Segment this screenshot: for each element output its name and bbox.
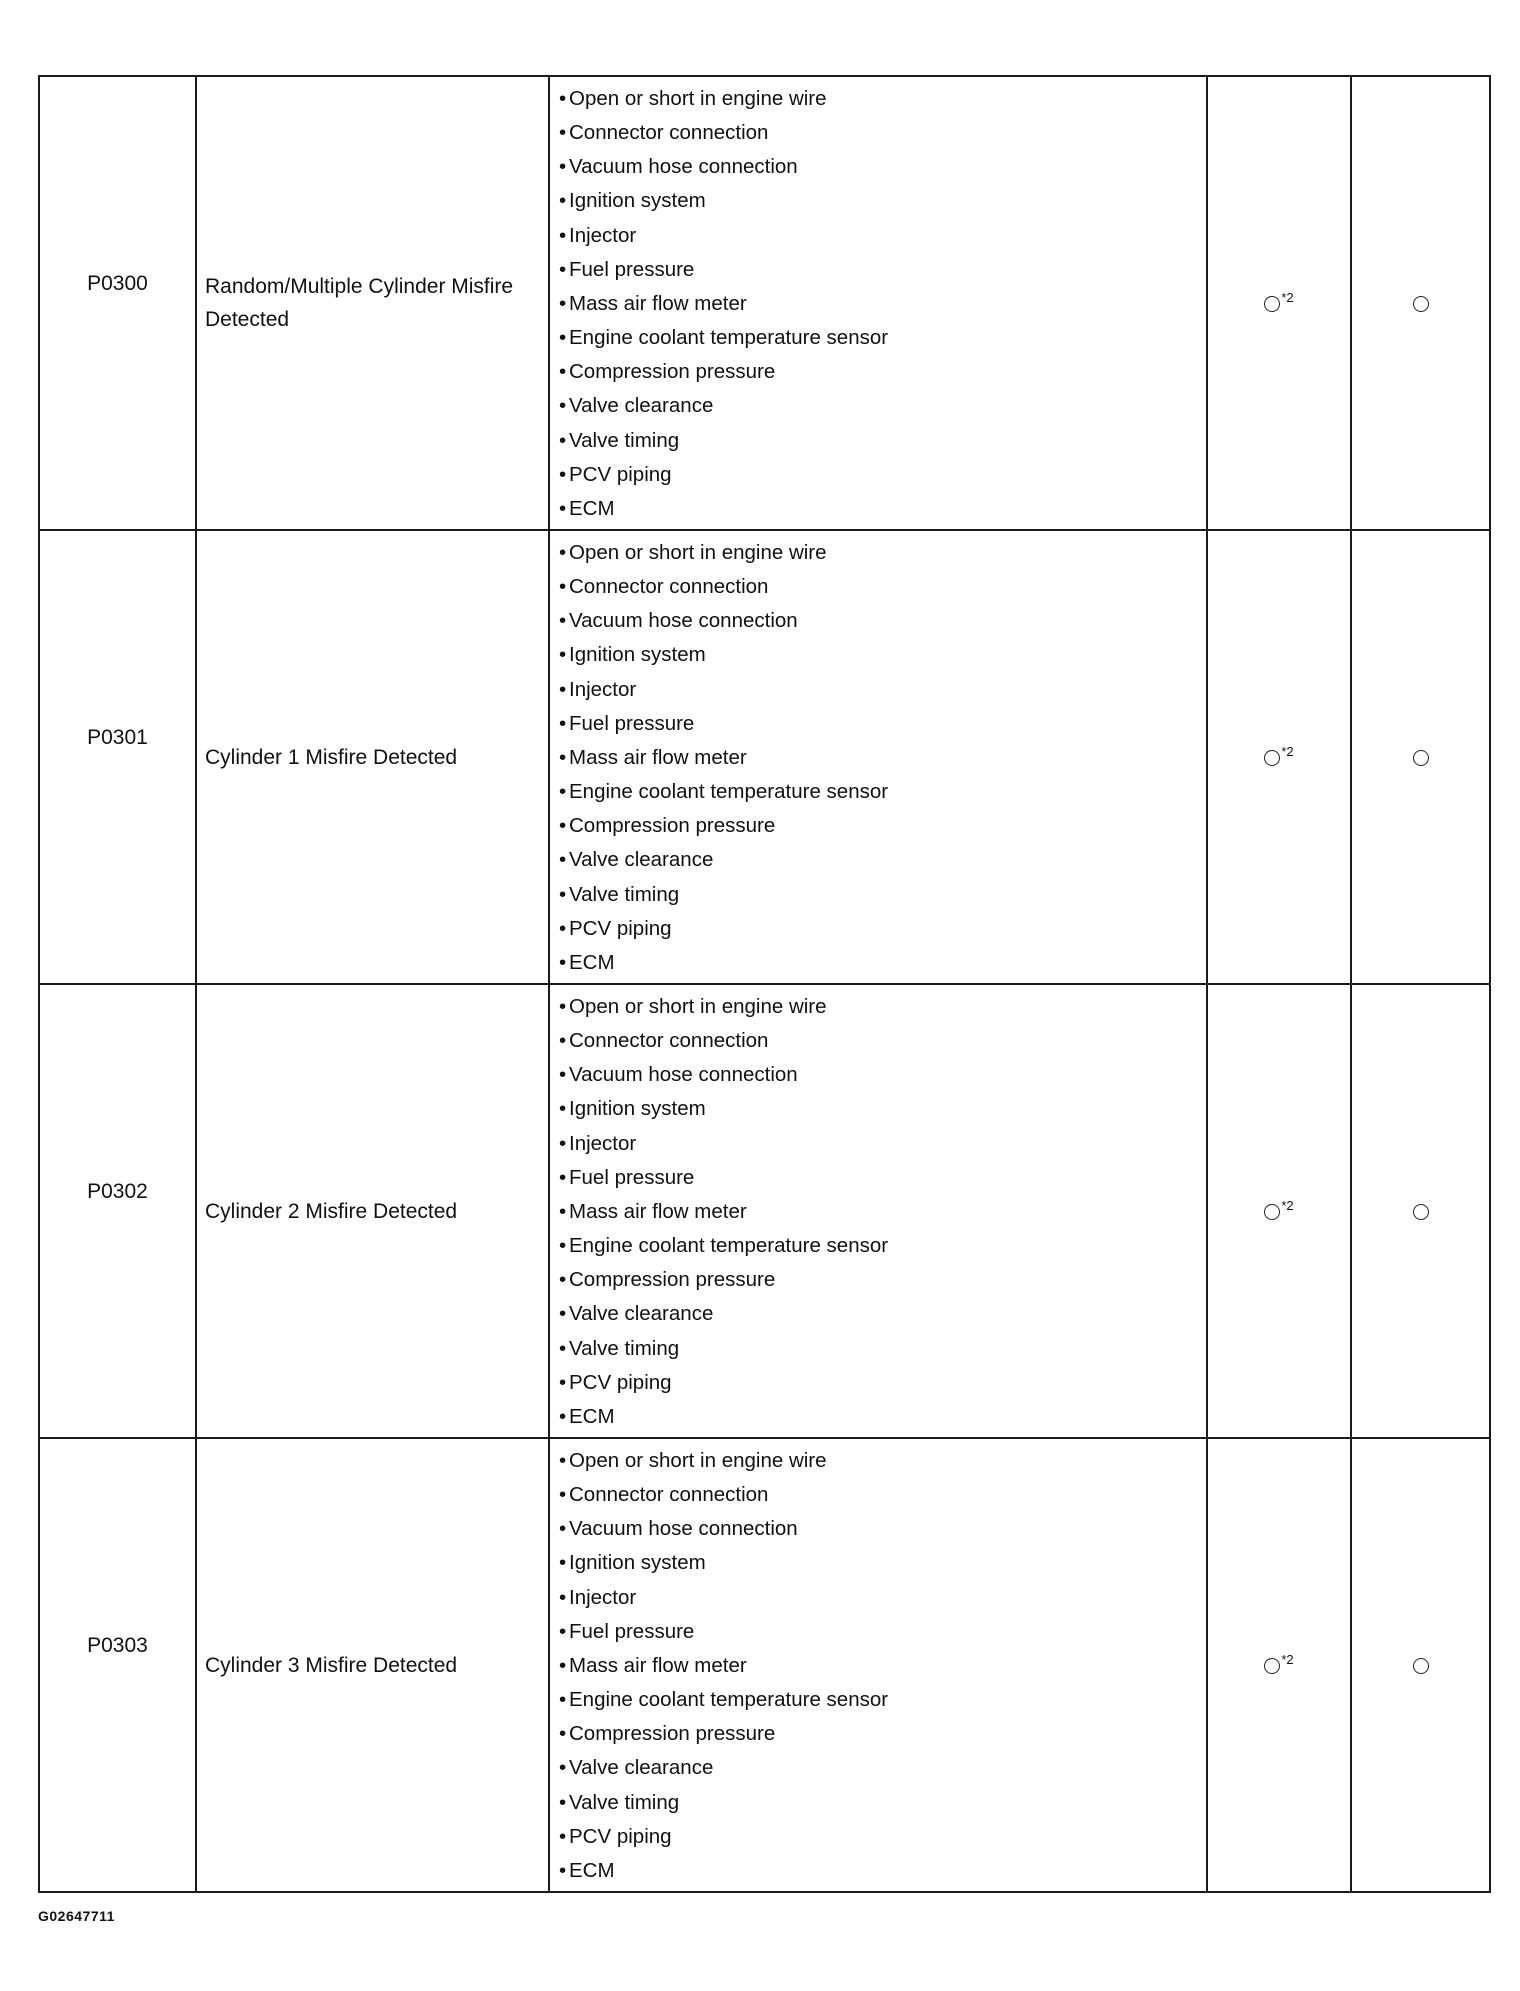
trouble-area-text: PCV piping	[569, 1370, 672, 1394]
bullet-icon: •	[559, 257, 567, 281]
bullet-icon: •	[559, 1824, 567, 1848]
bullet-icon: •	[559, 1302, 567, 1326]
circle-icon	[1413, 296, 1429, 312]
bullet-icon: •	[559, 1097, 567, 1121]
memory-cell	[1351, 530, 1490, 984]
dtc-code-cell	[39, 530, 196, 984]
bullet-icon: •	[559, 1859, 567, 1883]
trouble-area-cell	[549, 1438, 1207, 1892]
list-item	[559, 1683, 1206, 1717]
list-item	[559, 287, 1206, 321]
list-item	[559, 253, 1206, 287]
list-item	[559, 1546, 1206, 1580]
trouble-area-text: Connector connection	[569, 1028, 769, 1052]
note-reference: *2	[1281, 1198, 1294, 1213]
list-item	[559, 1581, 1206, 1615]
list-item	[559, 707, 1206, 741]
bullet-icon: •	[559, 882, 567, 906]
list-item	[559, 424, 1206, 458]
table-row	[39, 76, 1490, 530]
trouble-area-text: Engine coolant temperature sensor	[569, 780, 889, 804]
trouble-area-text: Injector	[569, 1131, 637, 1155]
list-item	[559, 843, 1206, 877]
bullet-icon: •	[559, 394, 567, 418]
trouble-area-text: Connector connection	[569, 1482, 769, 1506]
bullet-icon: •	[559, 1370, 567, 1394]
mil-cell	[1207, 1438, 1351, 1892]
list-item	[559, 219, 1206, 253]
trouble-area-text: Vacuum hose connection	[569, 155, 798, 179]
list-item	[559, 536, 1206, 570]
bullet-icon: •	[559, 86, 567, 110]
dtc-code-cell	[39, 1438, 196, 1892]
trouble-area-text: Mass air flow meter	[569, 1653, 747, 1677]
bullet-icon: •	[559, 848, 567, 872]
detection-item: Cylinder 2 Misfire Detected	[196, 984, 549, 1438]
trouble-area-text: Ignition system	[569, 1097, 706, 1121]
list-item	[559, 492, 1206, 526]
circle-icon	[1264, 750, 1280, 766]
list-item	[559, 604, 1206, 638]
circle-icon	[1264, 296, 1280, 312]
list-item	[559, 775, 1206, 809]
bullet-icon: •	[559, 155, 567, 179]
trouble-area-text: Fuel pressure	[569, 1165, 695, 1189]
list-item	[559, 990, 1206, 1024]
trouble-area-text: Valve clearance	[569, 1302, 714, 1326]
trouble-area-list	[550, 534, 1206, 980]
bullet-icon: •	[559, 291, 567, 315]
trouble-area-text: Engine coolant temperature sensor	[569, 1688, 889, 1712]
trouble-area-text: ECM	[569, 1405, 615, 1429]
list-item	[559, 946, 1206, 980]
trouble-area-text: Open or short in engine wire	[569, 86, 827, 110]
table-row	[39, 984, 1490, 1438]
trouble-area-text: Valve clearance	[569, 1756, 714, 1780]
trouble-area-text: Compression pressure	[569, 1722, 776, 1746]
bullet-icon: •	[559, 1790, 567, 1814]
list-item	[559, 673, 1206, 707]
bullet-icon: •	[559, 916, 567, 940]
circle-icon	[1264, 1658, 1280, 1674]
bullet-icon: •	[559, 1199, 567, 1223]
trouble-area-text: Vacuum hose connection	[569, 1517, 798, 1541]
trouble-area-list	[550, 80, 1206, 526]
circle-icon	[1413, 1204, 1429, 1220]
bullet-icon: •	[559, 711, 567, 735]
list-item	[559, 1024, 1206, 1058]
list-item	[559, 1161, 1206, 1195]
bullet-icon: •	[559, 814, 567, 838]
trouble-area-text: Fuel pressure	[569, 711, 695, 735]
bullet-icon: •	[559, 574, 567, 598]
bullet-icon: •	[559, 677, 567, 701]
memory-cell	[1351, 76, 1490, 530]
trouble-area-text: Compression pressure	[569, 360, 776, 384]
list-item	[559, 1512, 1206, 1546]
bullet-icon: •	[559, 643, 567, 667]
trouble-area-text: Fuel pressure	[569, 257, 695, 281]
bullet-icon: •	[559, 1165, 567, 1189]
trouble-area-text: ECM	[569, 497, 615, 521]
trouble-area-cell	[549, 984, 1207, 1438]
dtc-code-cell	[39, 76, 196, 530]
memory-cell	[1351, 984, 1490, 1438]
note-reference: *2	[1281, 744, 1294, 759]
trouble-area-list	[550, 988, 1206, 1434]
figure-id: G02647711	[38, 1908, 115, 1924]
table-row	[39, 1438, 1490, 1892]
trouble-area-text: Ignition system	[569, 643, 706, 667]
trouble-area-text: Vacuum hose connection	[569, 1063, 798, 1087]
list-item	[559, 1229, 1206, 1263]
trouble-area-text: ECM	[569, 1859, 615, 1883]
list-item	[559, 355, 1206, 389]
circle-icon	[1413, 1658, 1429, 1674]
trouble-area-text: Open or short in engine wire	[569, 994, 827, 1018]
list-item	[559, 1751, 1206, 1785]
bullet-icon: •	[559, 1482, 567, 1506]
dtc-code: P0301	[87, 726, 148, 749]
bullet-icon: •	[559, 1517, 567, 1541]
trouble-area-text: Valve clearance	[569, 394, 714, 418]
bullet-icon: •	[559, 609, 567, 633]
bullet-icon: •	[559, 1653, 567, 1677]
bullet-icon: •	[559, 360, 567, 384]
list-item	[559, 1332, 1206, 1366]
note-reference: *2	[1281, 1652, 1294, 1667]
bullet-icon: •	[559, 1405, 567, 1429]
trouble-area-text: PCV piping	[569, 916, 672, 940]
trouble-area-text: Mass air flow meter	[569, 745, 747, 769]
list-item	[559, 1058, 1206, 1092]
list-item	[559, 741, 1206, 775]
memory-cell	[1351, 1438, 1490, 1892]
bullet-icon: •	[559, 994, 567, 1018]
trouble-area-cell	[549, 76, 1207, 530]
list-item	[559, 1854, 1206, 1888]
trouble-area-text: Injector	[569, 223, 637, 247]
note-reference: *2	[1281, 290, 1294, 305]
list-item	[559, 1478, 1206, 1512]
list-item	[559, 878, 1206, 912]
bullet-icon: •	[559, 1448, 567, 1472]
list-item	[559, 184, 1206, 218]
list-item	[559, 1263, 1206, 1297]
trouble-area-text: Open or short in engine wire	[569, 540, 827, 564]
list-item	[559, 1127, 1206, 1161]
list-item	[559, 912, 1206, 946]
bullet-icon: •	[559, 120, 567, 144]
list-item	[559, 1366, 1206, 1400]
trouble-area-text: Valve timing	[569, 1336, 680, 1360]
trouble-area-text: PCV piping	[569, 462, 672, 486]
trouble-area-text: Valve clearance	[569, 848, 714, 872]
bullet-icon: •	[559, 1336, 567, 1360]
trouble-area-text: Injector	[569, 677, 637, 701]
bullet-icon: •	[559, 462, 567, 486]
bullet-icon: •	[559, 1722, 567, 1746]
trouble-area-text: Injector	[569, 1585, 637, 1609]
list-item	[559, 321, 1206, 355]
trouble-area-text: Valve timing	[569, 428, 680, 452]
list-item	[559, 389, 1206, 423]
trouble-area-text: ECM	[569, 951, 615, 975]
circle-icon	[1413, 750, 1429, 766]
list-item	[559, 1649, 1206, 1683]
list-item	[559, 570, 1206, 604]
bullet-icon: •	[559, 745, 567, 769]
list-item	[559, 1717, 1206, 1751]
trouble-area-text: Valve timing	[569, 1790, 680, 1814]
mil-cell	[1207, 76, 1351, 530]
bullet-icon: •	[559, 1063, 567, 1087]
bullet-icon: •	[559, 497, 567, 521]
list-item	[559, 116, 1206, 150]
bullet-icon: •	[559, 189, 567, 213]
bullet-icon: •	[559, 780, 567, 804]
circle-icon	[1264, 1204, 1280, 1220]
bullet-icon: •	[559, 1131, 567, 1155]
bullet-icon: •	[559, 1028, 567, 1052]
trouble-area-text: Valve timing	[569, 882, 680, 906]
bullet-icon: •	[559, 951, 567, 975]
trouble-area-text: Compression pressure	[569, 1268, 776, 1292]
trouble-area-text: Compression pressure	[569, 814, 776, 838]
trouble-area-text: Ignition system	[569, 189, 706, 213]
trouble-area-text: Fuel pressure	[569, 1619, 695, 1643]
trouble-area-text: Vacuum hose connection	[569, 609, 798, 633]
trouble-area-cell	[549, 530, 1207, 984]
trouble-area-text: Engine coolant temperature sensor	[569, 326, 889, 350]
trouble-area-text: Mass air flow meter	[569, 1199, 747, 1223]
bullet-icon: •	[559, 428, 567, 452]
dtc-code-cell	[39, 984, 196, 1438]
detection-item: Cylinder 3 Misfire Detected	[196, 1438, 549, 1892]
list-item	[559, 1400, 1206, 1434]
trouble-area-text: Ignition system	[569, 1551, 706, 1575]
bullet-icon: •	[559, 223, 567, 247]
trouble-area-list	[550, 1442, 1206, 1888]
dtc-table-body	[39, 76, 1490, 1892]
bullet-icon: •	[559, 1688, 567, 1712]
list-item	[559, 458, 1206, 492]
trouble-area-text: Connector connection	[569, 120, 769, 144]
list-item	[559, 809, 1206, 843]
trouble-area-text: Open or short in engine wire	[569, 1448, 827, 1472]
bullet-icon: •	[559, 1234, 567, 1258]
list-item	[559, 82, 1206, 116]
detection-item: Random/Multiple Cylinder Misfire Detected	[196, 76, 549, 530]
list-item	[559, 1297, 1206, 1331]
table-row	[39, 530, 1490, 984]
dtc-table	[38, 75, 1491, 1893]
dtc-code: P0303	[87, 1634, 148, 1657]
mil-cell	[1207, 984, 1351, 1438]
bullet-icon: •	[559, 1268, 567, 1292]
bullet-icon: •	[559, 326, 567, 350]
trouble-area-text: PCV piping	[569, 1824, 672, 1848]
list-item	[559, 1786, 1206, 1820]
trouble-area-text: Mass air flow meter	[569, 291, 747, 315]
bullet-icon: •	[559, 1585, 567, 1609]
bullet-icon: •	[559, 540, 567, 564]
dtc-code: P0302	[87, 1180, 148, 1203]
list-item	[559, 1820, 1206, 1854]
list-item	[559, 1195, 1206, 1229]
list-item	[559, 638, 1206, 672]
list-item	[559, 1615, 1206, 1649]
list-item	[559, 1092, 1206, 1126]
bullet-icon: •	[559, 1551, 567, 1575]
trouble-area-text: Connector connection	[569, 574, 769, 598]
list-item	[559, 1444, 1206, 1478]
detection-item: Cylinder 1 Misfire Detected	[196, 530, 549, 984]
trouble-area-text: Engine coolant temperature sensor	[569, 1234, 889, 1258]
bullet-icon: •	[559, 1756, 567, 1780]
mil-cell	[1207, 530, 1351, 984]
list-item	[559, 150, 1206, 184]
dtc-code: P0300	[87, 272, 148, 295]
bullet-icon: •	[559, 1619, 567, 1643]
